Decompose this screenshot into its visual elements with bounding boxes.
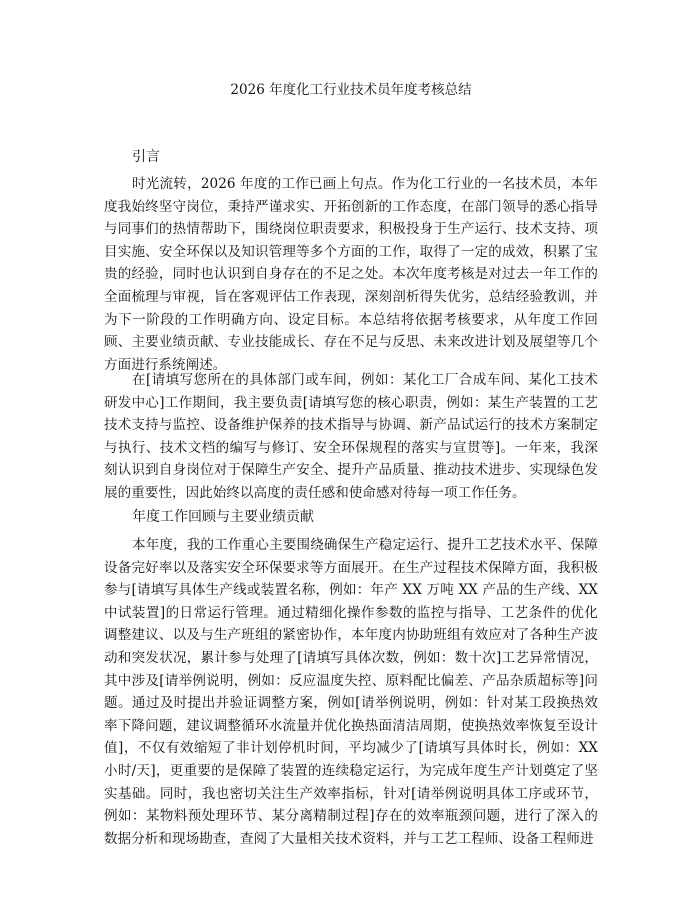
section-heading-review: 年度工作回顾与主要业绩贡献 [132,509,314,525]
section-heading-introduction: 引言 [132,149,160,165]
paragraph-intro-1: 时光流转，2026 年度的工作已画上句点。作为化工行业的一名技术员，本年度我始终坚守岗位，秉持严谨求实、开拓创新的工作态度，在部门领导的悉心指导与同事们的热情帮助下，围绕岗位职责要求，积极投身于生产运行、技术支持、项目实施、安全环保以及知识管理等多个方面的工作，取得了一定的成效，积累了宝贵的经验，同时也认识到自身存在的不足之处。本次年度考核是对过去一年工作的全面梳理与审视，旨在客观评估工作表现，深刻剖析得失优劣，总结经验教训，并为下一阶段的工作明确方向、设定目标。本总结将依据考核要求，从年度工作回顾、主要业绩贡献、专业技能成长、存在不足与反思、未来改进计划及展望等几个方面进行系统阐述。 [104,176,598,373]
paragraph-review-1: 本年度，我的工作重心主要围绕确保生产稳定运行、提升工艺技术水平、保障设备完好率以及落实安全环保要求等方面展开。在生产过程技术保障方面，我积极参与[请填写具体生产线或装置名称，例如：年产 XX 万吨 XX 产品的生产线、XX 中试装置]的日常运行管理。通过精细化操作参数的监控与指导、工艺条件的优化调整建议、以及与生产班组的紧密协作，本年度内协助班组有效应对了各种生产波动和突发状况，累计参与处理了[请填写具体次数，例如：数十次]工艺异常情况，其中涉及[请举例说明，例如：反应温度失控、原料配比偏差、产品杂质超标等]问题。通过及时提出并验证调整方案，例如[请举例说明，例如：针对某工段换热效率下降问题，建议调整循环水流量并优化换热面清洁周期，使换热效率恢复至设计值]，不仅有效缩短了非计划停机时间，平均减少了[请填写具体时长，例如：XX 小时/天]，更重要的是保障了装置的连续稳定运行，为完成年度生产计划奠定了坚实基础。同时，我也密切关注生产效率指标，针对[请举例说明具体工序或环节，例如：某物料预处理环节、某分离精制过程]存在的效率瓶颈问题，进行了深入的数据分析和现场勘查，查阅了大量相关技术资料，并与工艺工程师、设备工程师进 [104,537,598,847]
paragraph-intro-2: 在[请填写您所在的具体部门或车间，例如：某化工厂合成车间、某化工技术研发中心]工作期间，我主要负责[请填写您的核心职责，例如：某生产装置的工艺技术支持与监控、设备维护保养的技术指导与协调、新产品试运行的技术方案制定与执行、技术文档的编写与修订、安全环保规程的落实与宣贯等]。一年来，我深刻认识到自身岗位对于保障生产安全、提升产品质量、推动技术进步、实现绿色发展的重要性，因此始终以高度的责任感和使命感对待每一项工作任务。 [104,372,598,501]
document-title: 2026 年度化工行业技术员年度考核总结 [230,82,472,98]
